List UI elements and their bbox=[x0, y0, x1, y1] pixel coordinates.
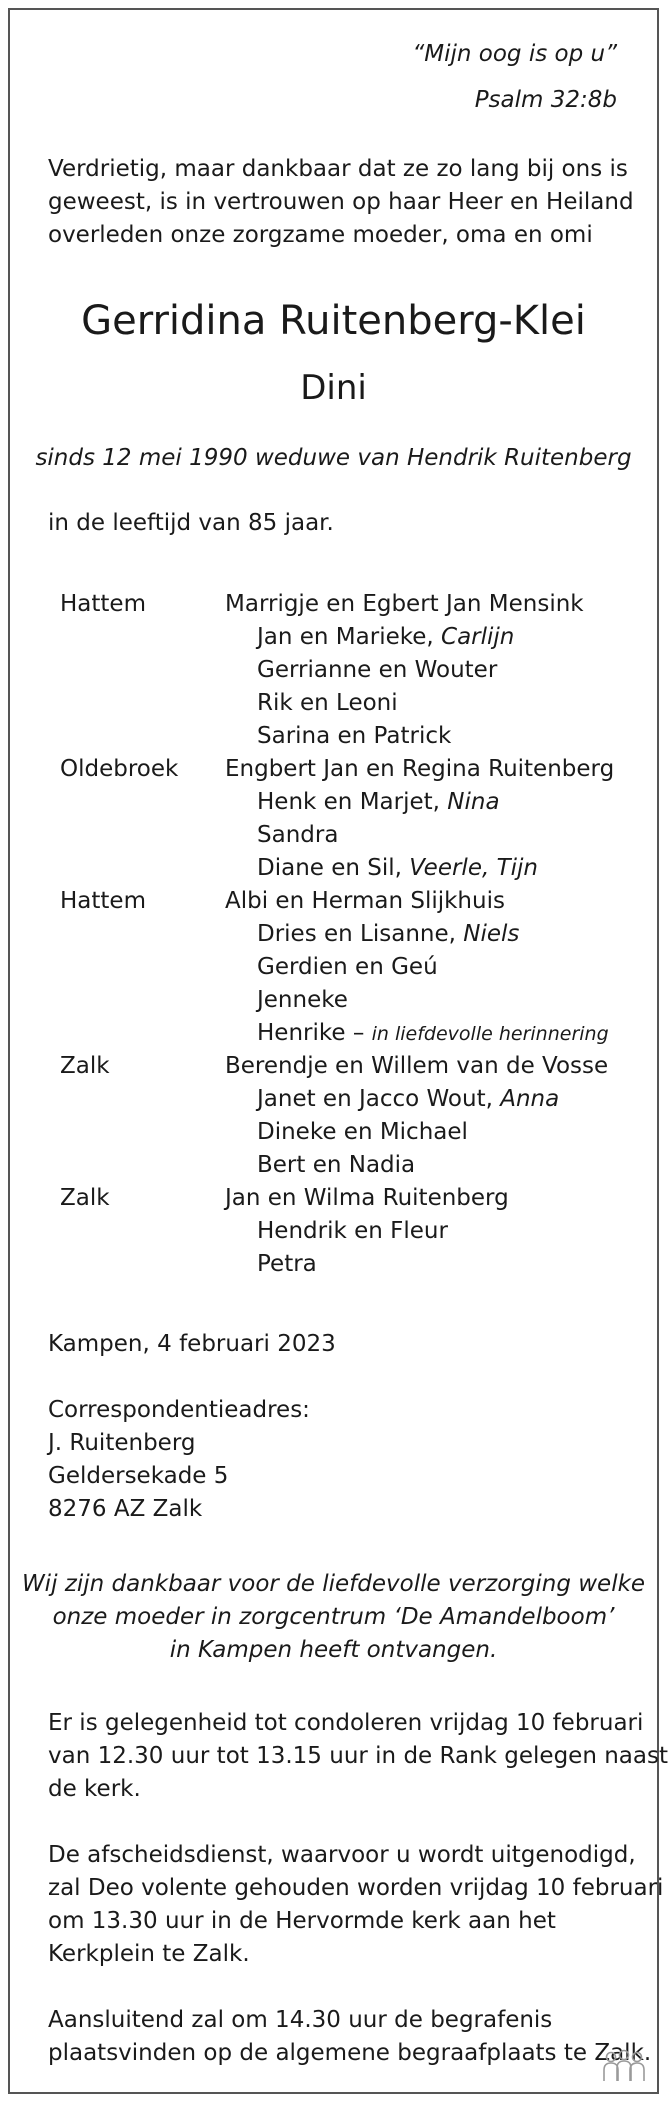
service-line: zal Deo volente gehouden worden vrijdag 10 februari bbox=[48, 1875, 664, 1901]
bible-quote: “Mijn oog is op u” bbox=[412, 41, 617, 67]
thanks-line: onze moeder in zorgcentrum ‘De Amandelboom’ bbox=[52, 1604, 615, 1630]
family-text: Jan en Wilma Ruitenberg bbox=[225, 1185, 509, 1211]
family-row bbox=[10, 621, 661, 654]
family-text: Bert en Nadia bbox=[257, 1152, 416, 1178]
grandchild-name bbox=[257, 819, 338, 852]
great-grandchild-name: Niels bbox=[463, 921, 520, 947]
grandchild-name bbox=[257, 786, 500, 819]
family-place: Hattem bbox=[60, 888, 146, 914]
family-text: Dineke en Michael bbox=[257, 1119, 468, 1145]
burial-line: plaatsvinden op de algemene begraafplaats te Zalk. bbox=[48, 2040, 652, 2066]
child-name bbox=[225, 1050, 608, 1083]
deceased-nickname: Dini bbox=[300, 368, 367, 408]
family-place: Zalk bbox=[60, 1185, 110, 1211]
correspondence-city: 8276 AZ Zalk bbox=[48, 1496, 203, 1522]
grandchild-name bbox=[257, 1017, 609, 1051]
family-row bbox=[10, 1017, 661, 1050]
date-line: Kampen, 4 februari 2023 bbox=[48, 1331, 336, 1357]
family-text: Hendrik en Fleur bbox=[257, 1218, 448, 1244]
family-row bbox=[10, 720, 661, 753]
great-grandchild-name: Veerle, Tijn bbox=[409, 855, 538, 881]
family-text: Gerdien en Geú bbox=[257, 954, 438, 980]
family-row bbox=[10, 1116, 661, 1149]
death-notice-card bbox=[8, 8, 668, 2094]
family-row bbox=[10, 1215, 661, 1248]
family-place: Zalk bbox=[60, 1053, 110, 1079]
grandchild-name bbox=[257, 654, 497, 687]
family-place: Oldebroek bbox=[60, 756, 179, 782]
family-row bbox=[10, 951, 661, 984]
family-text: Henrike – bbox=[257, 1020, 372, 1046]
family-text: Engbert Jan en Regina Ruitenberg bbox=[225, 756, 615, 782]
family-row bbox=[10, 1050, 661, 1083]
grandchild-name bbox=[257, 687, 398, 720]
intro-line: Verdrietig, maar dankbaar dat ze zo lang bij ons is bbox=[48, 156, 628, 182]
family-text: Marrigje en Egbert Jan Mensink bbox=[225, 591, 584, 617]
family-row bbox=[10, 1149, 661, 1182]
family-logo-icon bbox=[599, 2048, 649, 2084]
family-text: Gerrianne en Wouter bbox=[257, 657, 498, 683]
family-text: Sarina en Patrick bbox=[257, 723, 452, 749]
family-text: Sandra bbox=[257, 822, 339, 848]
great-grandchild-name: Anna bbox=[500, 1086, 560, 1112]
family-row bbox=[10, 1083, 661, 1116]
family-row bbox=[10, 918, 661, 951]
grandchild-name bbox=[257, 720, 451, 753]
thanks-line: Wij zijn dankbaar voor de liefdevolle verzorging welke bbox=[21, 1571, 646, 1597]
grandchild-name bbox=[257, 621, 514, 654]
widow-line: sinds 12 mei 1990 weduwe van Hendrik Ruitenberg bbox=[35, 445, 632, 471]
intro-line: overleden onze zorgzame moeder, oma en omi bbox=[48, 222, 593, 248]
grandchild-name bbox=[257, 1215, 448, 1248]
family-row bbox=[10, 1182, 661, 1215]
grandchild-name bbox=[257, 852, 538, 885]
thanks-line: in Kampen heeft ontvangen. bbox=[169, 1637, 498, 1663]
service-line: Kerkplein te Zalk. bbox=[48, 1941, 250, 1967]
child-name bbox=[225, 753, 614, 786]
intro-line: geweest, is in vertrouwen op haar Heer en Heiland bbox=[48, 189, 634, 215]
family-row bbox=[10, 588, 661, 621]
grandchild-name bbox=[257, 1149, 415, 1182]
service-line: De afscheidsdienst, waarvoor u wordt uitgenodigd, bbox=[48, 1842, 636, 1868]
great-grandchild-name: Carlijn bbox=[441, 624, 515, 650]
family-text: Diane en Sil, bbox=[257, 855, 410, 881]
family-text: Janet en Jacco Wout, bbox=[257, 1086, 501, 1112]
family-row bbox=[10, 819, 661, 852]
grandchild-name bbox=[257, 1116, 468, 1149]
family-text: Rik en Leoni bbox=[257, 690, 398, 716]
family-place: Hattem bbox=[60, 591, 146, 617]
burial-line: Aansluitend zal om 14.30 uur de begrafenis bbox=[48, 2007, 553, 2033]
correspondence-name: J. Ruitenberg bbox=[48, 1430, 196, 1456]
family-row bbox=[10, 786, 661, 819]
family-row bbox=[10, 687, 661, 720]
grandchild-name bbox=[257, 918, 519, 951]
family-text: Berendje en Willem van de Vosse bbox=[225, 1053, 609, 1079]
correspondence-label: Correspondentieadres: bbox=[48, 1397, 310, 1423]
child-name bbox=[225, 885, 505, 918]
bible-reference: Psalm 32:8b bbox=[474, 87, 617, 113]
grandchild-name bbox=[257, 984, 348, 1017]
family-text: Jan en Marieke, bbox=[257, 624, 442, 650]
deceased-name: Gerridina Ruitenberg-Klei bbox=[81, 298, 586, 344]
family-row bbox=[10, 852, 661, 885]
family-text: Henk en Marjet, bbox=[257, 789, 448, 815]
family-row bbox=[10, 1248, 661, 1281]
family-row bbox=[10, 885, 661, 918]
child-name bbox=[225, 1182, 509, 1215]
grandchild-name bbox=[257, 1248, 317, 1281]
grandchild-name bbox=[257, 951, 438, 984]
condolence-line: van 12.30 uur tot 13.15 uur in de Rank gelegen naast bbox=[48, 1743, 668, 1769]
age-line: in de leeftijd van 85 jaar. bbox=[48, 510, 334, 536]
family-text: Albi en Herman Slijkhuis bbox=[225, 888, 505, 914]
great-grandchild-name: Nina bbox=[447, 789, 500, 815]
family-text: Dries en Lisanne, bbox=[257, 921, 464, 947]
family-row bbox=[10, 753, 661, 786]
child-name bbox=[225, 588, 584, 621]
family-row bbox=[10, 984, 661, 1017]
condolence-line: Er is gelegenheid tot condoleren vrijdag 10 februari bbox=[48, 1710, 644, 1736]
memorial-note: in liefdevolle herinnering bbox=[371, 1023, 609, 1045]
family-text: Jenneke bbox=[257, 987, 348, 1013]
family-row bbox=[10, 654, 661, 687]
service-line: om 13.30 uur in de Hervormde kerk aan het bbox=[48, 1908, 556, 1934]
family-text: Petra bbox=[257, 1251, 317, 1277]
condolence-line: de kerk. bbox=[48, 1776, 141, 1802]
grandchild-name bbox=[257, 1083, 559, 1116]
correspondence-street: Geldersekade 5 bbox=[48, 1463, 229, 1489]
